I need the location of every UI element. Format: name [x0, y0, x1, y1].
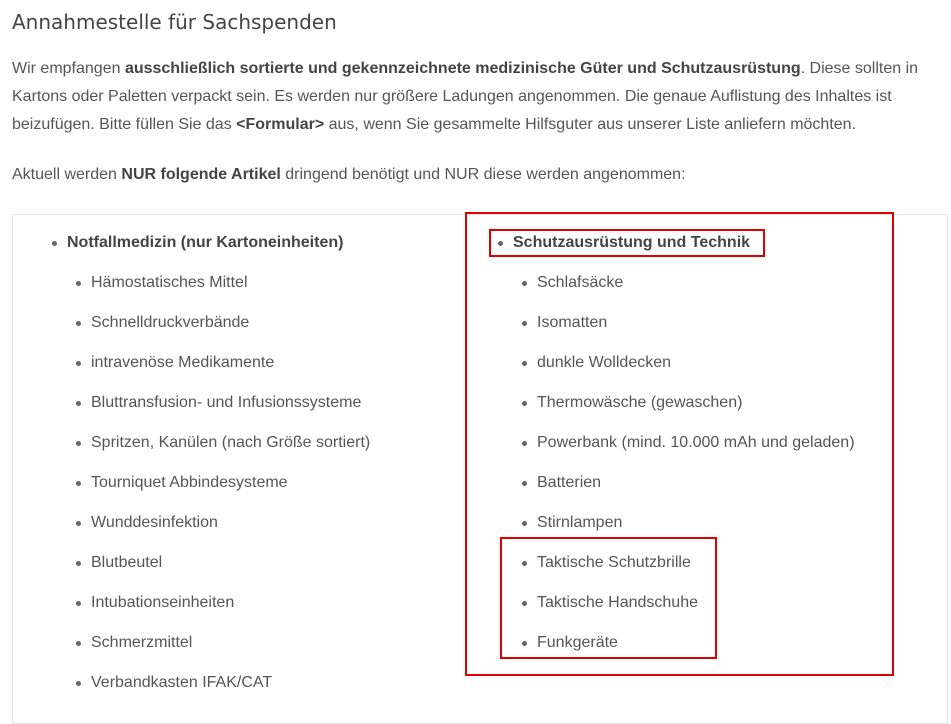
current-text-1: Aktuell werden: [12, 166, 122, 183]
form-link[interactable]: <Formular>: [236, 116, 325, 133]
list-item: [76, 263, 370, 303]
bullet-icon: [76, 681, 81, 686]
bullet-icon: [76, 321, 81, 326]
highlight-box-tactical-items: [500, 537, 717, 659]
list-item-label: Funkgeräte: [537, 634, 618, 651]
bullet-icon: [52, 241, 57, 246]
list-item: [76, 663, 370, 703]
list-item: [76, 543, 370, 583]
list-item: [76, 583, 370, 623]
left-item-list: [52, 263, 370, 703]
list-item-label: dunkle Wolldecken: [537, 354, 672, 371]
list-item-label: Stirnlampen: [537, 514, 623, 531]
list-item-label: Taktische Handschuhe: [537, 594, 698, 611]
bullet-icon: [76, 481, 81, 486]
list-item-label: Tourniquet Abbindesysteme: [91, 474, 288, 491]
list-item-label: Schmerzmittel: [91, 634, 193, 651]
list-item-label: Hämostatisches Mittel: [91, 274, 248, 291]
highlight-box-heading: [489, 229, 765, 257]
bullet-icon: [76, 361, 81, 366]
page-title: Annahmestelle für Sachspenden: [12, 10, 337, 34]
list-item-label: Isomatten: [537, 314, 608, 331]
list-item-label: Intubationseinheiten: [91, 594, 235, 611]
list-item-label: Verbandkasten IFAK/CAT: [91, 674, 273, 691]
list-item: [76, 503, 370, 543]
list-item-label: Spritzen, Kanülen (nach Größe sortiert): [91, 434, 371, 451]
list-item-label: Blutbeutel: [91, 554, 163, 571]
bullet-icon: [76, 521, 81, 526]
list-item-label: Wunddesinfektion: [91, 514, 218, 531]
bullet-icon: [76, 441, 81, 446]
intro-text-3: aus, wenn Sie gesammelte Hilfsguter aus unserer Liste anliefern möchten.: [324, 116, 857, 133]
bullet-icon: [76, 641, 81, 646]
intro-text-2: . Diese sollten in Kartons oder Paletten verpackt sein. Es werden nur größere Ladungen angenommen. Die genaue Auflistung des Inhaltes ist beizufügen. Bitte füllen Sie das: [12, 60, 919, 133]
list-item-label: Batterien: [537, 474, 602, 491]
list-item: [76, 623, 370, 663]
current-bold-text: NUR folgende Artikel: [121, 166, 281, 183]
list-item: [76, 303, 370, 343]
intro-paragraph: [12, 55, 937, 139]
bullet-icon: [76, 561, 81, 566]
bullet-icon: [76, 281, 81, 286]
list-item-label: intravenöse Medikamente: [91, 354, 275, 371]
right-heading-label: Schutzausrüstung und Technik: [513, 234, 751, 251]
bullet-icon: [76, 401, 81, 406]
intro-text-1: Wir empfangen: [12, 60, 125, 77]
bullet-icon: [76, 601, 81, 606]
list-item: [76, 343, 370, 383]
current-text-2: dringend benötigt und NUR diese werden angenommen:: [280, 166, 686, 183]
list-item: [76, 463, 370, 503]
list-item-label: Powerbank (mind. 10.000 mAh und geladen): [537, 434, 855, 451]
list-item-label: Thermowäsche (gewaschen): [537, 394, 743, 411]
list-item: [76, 423, 370, 463]
left-heading-label: Notfallmedizin (nur Kartoneinheiten): [67, 234, 344, 251]
intro-bold-text: ausschließlich sortierte und gekennzeichnete medizinische Güter und Schutzausrüstung: [124, 60, 801, 77]
current-needs-text: [12, 163, 686, 187]
list-item: [76, 383, 370, 423]
left-column: [52, 229, 370, 703]
list-item-label: Taktische Schutzbrille: [537, 554, 691, 571]
list-item-label: Schnelldruckverbände: [91, 314, 250, 331]
list-item-label: Schlafsäcke: [537, 274, 624, 291]
left-heading: [52, 229, 370, 257]
list-item-label: Bluttransfusion- und Infusionssysteme: [91, 394, 362, 411]
